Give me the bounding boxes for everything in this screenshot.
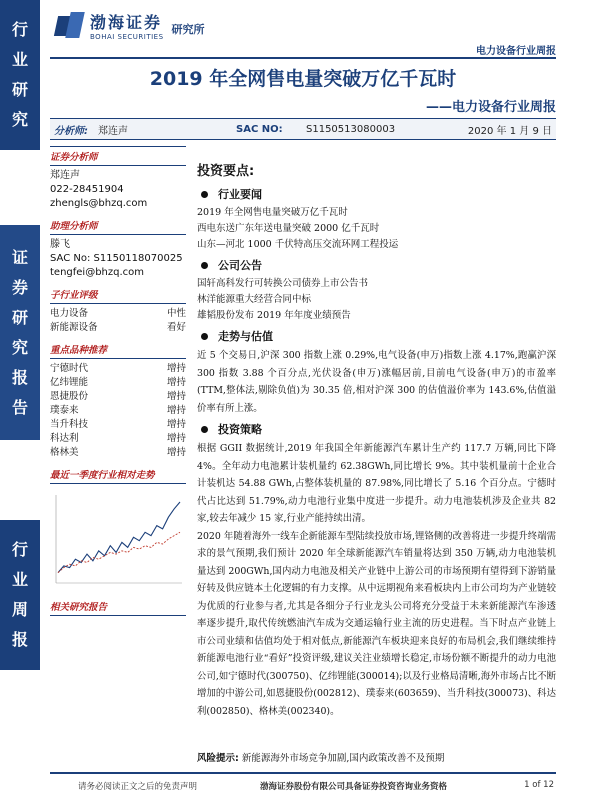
analyst-email[interactable]: zhengls@bhzq.com: [50, 198, 148, 209]
company-item: 国轩高科发行可转换公司债券上市公告书: [197, 278, 369, 289]
rating-name: 恩捷股份: [50, 391, 89, 402]
strip-char: 业: [11, 50, 28, 69]
rating-row: [50, 390, 186, 404]
analyst-name: 郑连声: [98, 125, 128, 137]
assistant-name: 滕飞: [50, 239, 70, 250]
industry-rating-heading: 子行业评级: [50, 287, 186, 304]
assistant-email[interactable]: tengfei@bhzq.com: [50, 267, 145, 278]
rating-value: 看好: [166, 322, 186, 333]
strip-char: 行: [11, 20, 28, 39]
rating-row: [50, 307, 186, 321]
report-type: 电力设备行业周报: [476, 46, 556, 57]
main-content: [197, 160, 556, 720]
rating-value: 中性: [166, 308, 186, 319]
risk-text: 新能源海外市场竞争加剧,国内政策改善不及预期: [241, 753, 445, 764]
rating-row: [50, 432, 186, 446]
strip-securities-report: [0, 225, 40, 440]
analyst-name: 郑连声: [50, 170, 80, 181]
key-points-heading: 投资要点:: [197, 164, 255, 179]
news-item: 西电东送广东年送电量突破 2000 亿千瓦时: [197, 223, 380, 234]
rating-row: [50, 362, 186, 376]
rating-value: 增持: [166, 405, 186, 416]
page-title: 2019 年全网售电量突破万亿千瓦时: [149, 68, 457, 90]
rating-value: 增持: [166, 363, 186, 374]
rating-value: 增持: [166, 433, 186, 444]
sac-number: S1150513080003: [306, 123, 396, 135]
bullet-dot-icon: [201, 333, 208, 340]
rating-value: 增持: [166, 391, 186, 402]
relative-trend-chart: [50, 491, 186, 589]
header-rule: [50, 57, 556, 59]
strategy-paragraph-2: 2020 年随着海外一线车企新能源车型陆续投放市场,锂铬侧的改善将进一步提升终端需求的景气预期,我们预计 2020 年全球新能源汽车销量将达到 350 万辆,动力电池装机量达到 200GWh,国内动力电池及相关产业链中上游公司的市场预期有望得到下游销量好转及供应链本土化逻辑的有力支撑。从中远期视角来看板块内上市公司均为产业链较为优质的行业参与者,尤其是各细分子行业龙头公司将充分受益于未来新能源汽车渗透率逐步提升,取代传统燃油汽车成为交通运输行业主流的历史进程。当下时点产业链上市公司业绩和估值均处于相对低点,新能源汽车板块迎来良好的布局机会,我们继续维持新能源电池行业“看好”投资评级,建议关注业绩增长稳定,市场份额不断提升的动力电池公司,如宁德时代(300750)、亿纬锂能(300014);以及行业格局清晰,海外市场占比不断增加的中游公司,如恩捷股份(002812)、璞泰来(603659)、当升科技(300073)、科达利(002850)、格林美(002340)。: [197, 530, 556, 717]
analyst-phone: 022-28451904: [50, 184, 124, 195]
strategy-paragraph-1: 根据 GGII 数据统计,2019 年我国全年新能源汽车累计生产约 117.7 万辆,同比下降 4%。全年动力电池累计装机量约 62.38GWh,同比增长 9%。其中装机量前十企业合计装机达 54.88 GWh,占整体装机量的 87.98%,同比增长了 5.16 个百分点。宁德时代占比达到 51.79%,动力电池行业集中度进一步提升。动力电池装机涉及企业共 82 家,较去年减少 15 家,行业产能持续出清。: [197, 443, 556, 524]
related-reports-heading: 相关研究报告: [50, 599, 186, 616]
strip-char: 告: [11, 397, 28, 417]
chart-series-line: [58, 502, 180, 573]
logo-dept: 研究所: [171, 22, 205, 36]
rating-row: [50, 321, 186, 335]
strip-char: 报: [11, 367, 28, 387]
strip-char: 券: [11, 277, 28, 297]
rating-name: 当升科技: [50, 419, 89, 430]
bullet-dot-icon: [201, 262, 208, 269]
analyst-label: 分析师:: [54, 125, 88, 137]
section-title: 公司公告: [218, 259, 262, 272]
trend-paragraph: 近 5 个交易日,沪深 300 指数上涨 0.29%,电气设备(申万)指数上涨 4.17%,跑赢沪深 300 指数 3.88 个百分点,光伏设备(申万)涨幅居前,目前电气设备(申万)的市盈率(TTM,整体法,剔除负值)为 30.35 倍,相对沪深 300 的估值溢价率为 143.6%,估值溢价率有所上涨。: [197, 350, 556, 414]
rating-row: [50, 404, 186, 418]
assistant-sac: SAC No: S1150118070025: [50, 253, 183, 264]
sidebar: [50, 146, 186, 619]
rating-value: 增持: [166, 419, 186, 430]
bohai-logo: [56, 10, 205, 41]
sac-label: SAC NO:: [236, 123, 283, 135]
strip-char: 研: [11, 80, 28, 99]
company-rating-heading: 重点品种推荐: [50, 342, 186, 359]
company-item: 雄韬股份发布 2019 年年度业绩预告: [197, 310, 351, 321]
rating-name: 电力设备: [50, 308, 89, 319]
logo-mark-icon: [56, 12, 84, 40]
rating-value: 增持: [166, 377, 186, 388]
rating-row: [50, 418, 186, 432]
bullet-dot-icon: [201, 426, 208, 433]
section-strategy: [197, 421, 556, 437]
rating-name: 科达利: [50, 433, 79, 444]
rating-name: 格林美: [50, 447, 79, 458]
footer-company: 渤海证券股份有限公司具备证券投资咨询业务资格: [260, 782, 448, 792]
page-number: 1 of 12: [524, 780, 554, 790]
risk-label: 风险提示:: [197, 753, 239, 764]
logo-name-cn: 渤海证券: [90, 13, 163, 32]
section-company-notice: [197, 257, 556, 273]
strip-char: 究: [11, 110, 28, 129]
strip-char: 周: [11, 600, 28, 619]
news-item: 山东—河北 1000 千伏特高压交流环网工程投运: [197, 239, 399, 250]
strip-char: 业: [11, 570, 28, 589]
section-title: 走势与估值: [218, 330, 273, 343]
page-subtitle: ——电力设备行业周报: [425, 100, 556, 115]
strip-char: 研: [11, 307, 28, 327]
news-item: 2019 年全网售电量突破万亿千瓦时: [197, 207, 348, 218]
rating-value: 增持: [166, 447, 186, 458]
chart-heading: 最近一季度行业相对走势: [50, 467, 186, 484]
strip-char: 究: [11, 337, 28, 357]
strip-char: 行: [11, 540, 28, 559]
logo-name-en: BOHAI SECURITIES: [90, 33, 164, 41]
chart-series-line: [58, 532, 180, 572]
footer-rule: [50, 772, 556, 774]
rating-name: 新能源设备: [50, 322, 98, 333]
section-trend-valuation: [197, 328, 556, 344]
strip-industry-research: [0, 0, 40, 150]
section-title: 投资策略: [218, 423, 262, 436]
strip-weekly: [0, 520, 40, 670]
company-item: 林洋能源重大经营合同中标: [197, 294, 312, 305]
strip-char: 报: [11, 630, 28, 649]
rating-name: 宁德时代: [50, 363, 89, 374]
left-strip: [0, 0, 40, 800]
assistant-heading: 助理分析师: [50, 218, 186, 235]
section-title: 行业要闻: [218, 188, 262, 201]
risk-warning: [197, 750, 556, 764]
rating-row: [50, 446, 186, 460]
bullet-dot-icon: [201, 191, 208, 198]
analyst-heading: 证券分析师: [50, 146, 186, 166]
meta-bar: [50, 118, 556, 140]
section-industry-news: [197, 186, 556, 202]
rating-name: 亿纬锂能: [50, 377, 89, 388]
footer-disclaimer: 请务必阅读正文之后的免责声明: [78, 782, 198, 792]
rating-row: [50, 376, 186, 390]
strip-char: 证: [11, 247, 28, 267]
rating-name: 璞泰来: [50, 405, 79, 416]
report-date: 2020 年 1 月 9 日: [467, 125, 552, 137]
